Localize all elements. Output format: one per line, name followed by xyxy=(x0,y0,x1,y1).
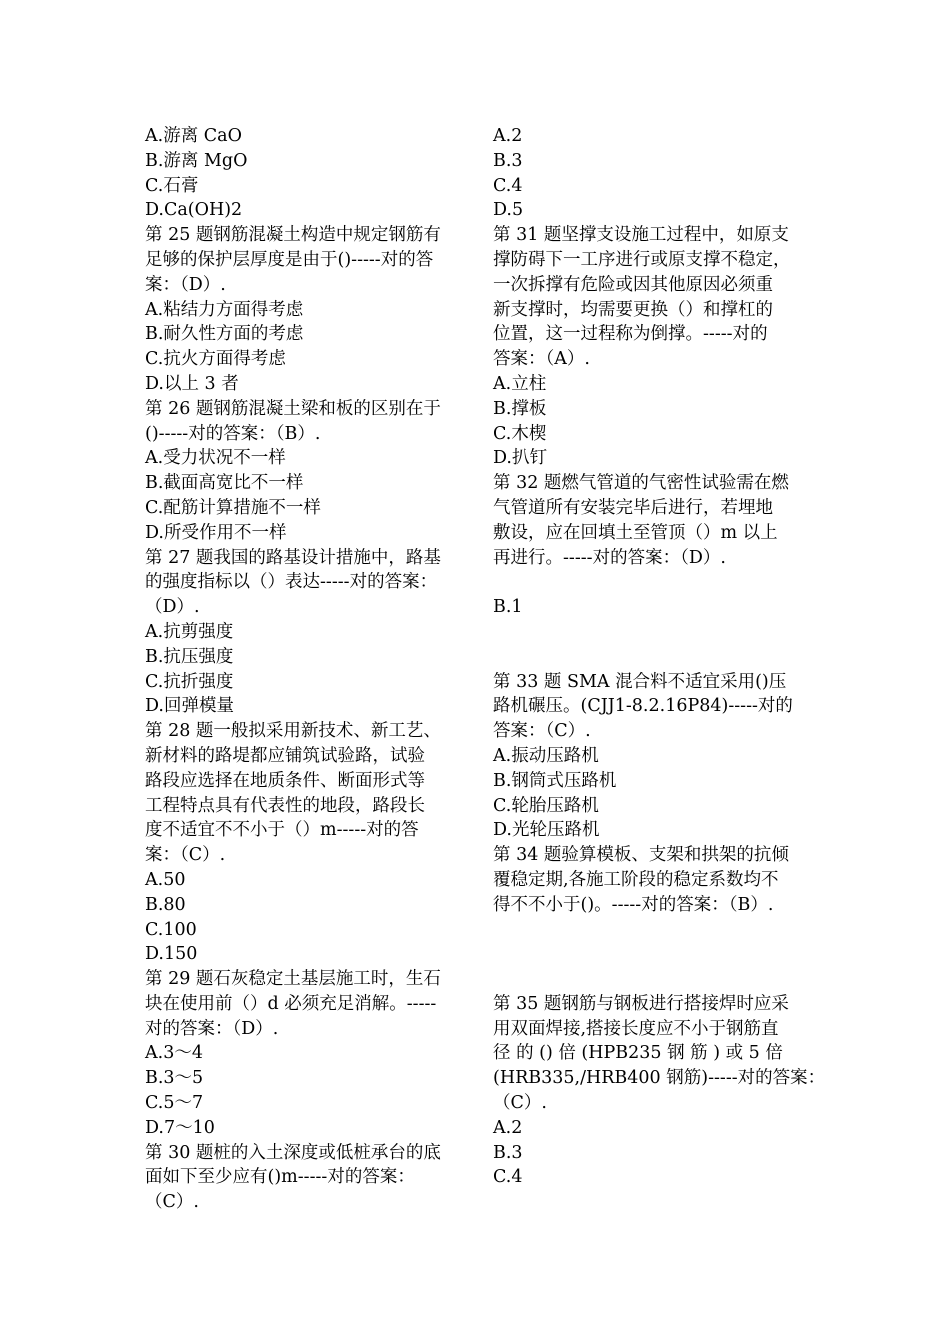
question-line: 路机碾压。(CJJ1-8.2.16P84)-----对的 xyxy=(493,696,793,717)
answer-option: C.抗折强度 xyxy=(145,671,234,692)
blank-space xyxy=(493,918,811,992)
answer-option: D.以上 3 者 xyxy=(145,373,239,394)
question-line: 案：（D）. xyxy=(145,274,226,295)
blank-space xyxy=(493,620,811,670)
answer-option: D.所受作用不一样 xyxy=(145,522,287,543)
question-text xyxy=(145,967,463,1041)
question-line: 新支撑时，均需要更换（）和撑杠的 xyxy=(493,299,773,320)
question-text xyxy=(145,546,463,620)
answer-option: B.3 xyxy=(493,1142,523,1163)
answer-option: A.振动压路机 xyxy=(493,745,599,766)
question-line: 径 的 () 倍 (HPB235 钢 筋 ) 或 5 倍 xyxy=(493,1043,783,1064)
blank-space xyxy=(493,570,811,595)
question-text xyxy=(145,1141,463,1215)
question-text xyxy=(145,223,463,297)
answer-option: D.7～10 xyxy=(145,1117,215,1138)
question-line: ()-----对的答案：（B）. xyxy=(145,423,321,444)
answer-option: C.配筋计算措施不一样 xyxy=(145,497,321,518)
answer-option: B.80 xyxy=(145,894,186,915)
answer-option: D.5 xyxy=(493,200,524,221)
answer-option: B.钢筒式压路机 xyxy=(493,770,617,791)
answer-option: C.石膏 xyxy=(145,175,199,196)
answer-option: B.耐久性方面的考虑 xyxy=(145,324,304,345)
question-line: 覆稳定期,各施工阶段的稳定系数均不 xyxy=(493,869,779,890)
answer-option: C.100 xyxy=(145,919,197,940)
answer-option: D.回弹模量 xyxy=(145,696,234,717)
question-line: 的强度指标以（）表达-----对的答案： xyxy=(145,572,438,593)
question-text xyxy=(145,397,463,447)
answer-option: B.1 xyxy=(493,597,523,618)
answer-option: B.撑板 xyxy=(493,398,547,419)
question-line: 第 28 题一般拟采用新技术、新工艺、 xyxy=(145,721,441,742)
question-line: 路段应选择在地质条件、断面形式等 xyxy=(145,770,425,791)
question-line: 新材料的路堤都应铺筑试验路，试验 xyxy=(145,745,425,766)
answer-option: B.截面高宽比不一样 xyxy=(145,473,304,494)
answer-option: A.2 xyxy=(493,1117,523,1138)
answer-option: D.扒钉 xyxy=(493,448,547,469)
question-text xyxy=(493,471,811,570)
question-line: 撑防碍下一工序进行或原支撑不稳定， xyxy=(493,249,791,270)
question-line: 案：（C）. xyxy=(145,845,226,866)
answer-option: B.抗压强度 xyxy=(145,646,234,667)
question-line: 第 26 题钢筋混凝土梁和板的区别在于 xyxy=(145,398,441,419)
answer-option: C.抗火方面得考虑 xyxy=(145,349,286,370)
question-line: 得不不小于()。-----对的答案：（B）. xyxy=(493,894,774,915)
question-text xyxy=(493,992,826,1116)
answer-option: A.2 xyxy=(493,126,523,146)
question-line: 答案：（C）. xyxy=(493,721,591,742)
answer-option: C.4 xyxy=(493,1167,523,1188)
answer-option: A.抗剪强度 xyxy=(145,621,234,642)
question-line: 面如下至少应有()m-----对的答案： xyxy=(145,1167,415,1188)
question-line: 第 35 题钢筋与钢板进行搭接焊时应采 xyxy=(493,993,789,1014)
question-line: 块在使用前（）d 必须充足消解。----- xyxy=(145,993,437,1014)
question-line: 用双面焊接,搭接长度应不小于钢筋直 xyxy=(493,1018,779,1039)
answer-option: B.游离 MgO xyxy=(145,150,248,171)
question-line: 工程特点具有代表性的地段，路段长 xyxy=(145,795,425,816)
question-line: 度不适宜不不小于（）m-----对的答 xyxy=(145,820,419,841)
question-text xyxy=(493,843,811,917)
answer-option: B.3 xyxy=(493,150,523,171)
answer-option: A.3～4 xyxy=(145,1043,203,1064)
question-line: 第 30 题桩的入土深度或低桩承台的底 xyxy=(145,1142,441,1163)
question-line: 第 33 题 SMA 混合料不适宜采用()压 xyxy=(493,671,787,692)
question-text xyxy=(145,719,463,868)
question-line: 第 27 题我国的路基设计措施中，路基 xyxy=(145,547,441,568)
question-line: （D）. xyxy=(145,597,200,618)
question-text xyxy=(493,670,811,744)
question-line: 位置，这一过程称为倒撑。-----对的 xyxy=(493,324,768,345)
question-line: 第 32 题燃气管道的气密性试验需在燃 xyxy=(493,473,789,494)
answer-option: A.粘结力方面得考虑 xyxy=(145,299,304,320)
answer-option: A.50 xyxy=(145,869,186,890)
right-column xyxy=(493,124,826,1190)
question-line: （C）. xyxy=(145,1192,199,1213)
question-text xyxy=(493,223,811,372)
question-line: 足够的保护层厚度是由于()-----对的答 xyxy=(145,249,434,270)
question-line: (HRB335,/HRB400 钢筋)-----对的答案： xyxy=(493,1068,826,1089)
question-line: 再进行。-----对的答案：（D）. xyxy=(493,547,726,568)
question-line: 一次拆撑有危险或因其他原因必须重 xyxy=(493,274,773,295)
answer-option: C.5～7 xyxy=(145,1093,204,1114)
answer-option: C.轮胎压路机 xyxy=(493,795,599,816)
answer-option: D.150 xyxy=(145,944,198,965)
question-line: 气管道所有安装完毕后进行，若埋地 xyxy=(493,497,773,518)
answer-option: A.受力状况不一样 xyxy=(145,448,286,469)
answer-option: B.3～5 xyxy=(145,1068,204,1089)
question-line: 第 34 题验算模板、支架和拱架的抗倾 xyxy=(493,845,789,866)
question-line: （C）. xyxy=(493,1093,547,1114)
question-line: 第 25 题钢筋混凝土构造中规定钢筋有 xyxy=(145,225,441,246)
answer-option: C.木楔 xyxy=(493,423,547,444)
answer-option: D.Ca(OH)2 xyxy=(145,200,243,221)
answer-option: A.游离 CaO xyxy=(145,126,242,146)
answer-option: C.4 xyxy=(493,175,523,196)
question-line: 对的答案：（D）. xyxy=(145,1018,279,1039)
answer-option: A.立柱 xyxy=(493,373,547,394)
left-column xyxy=(145,124,463,1215)
question-line: 答案：（A）. xyxy=(493,349,590,370)
question-line: 第 31 题坚撑支设施工过程中，如原支 xyxy=(493,225,789,246)
question-line: 敷设，应在回填土至管顶（）m 以上 xyxy=(493,522,778,543)
question-line: 第 29 题石灰稳定土基层施工时，生石 xyxy=(145,969,441,990)
answer-option: D.光轮压路机 xyxy=(493,820,600,841)
